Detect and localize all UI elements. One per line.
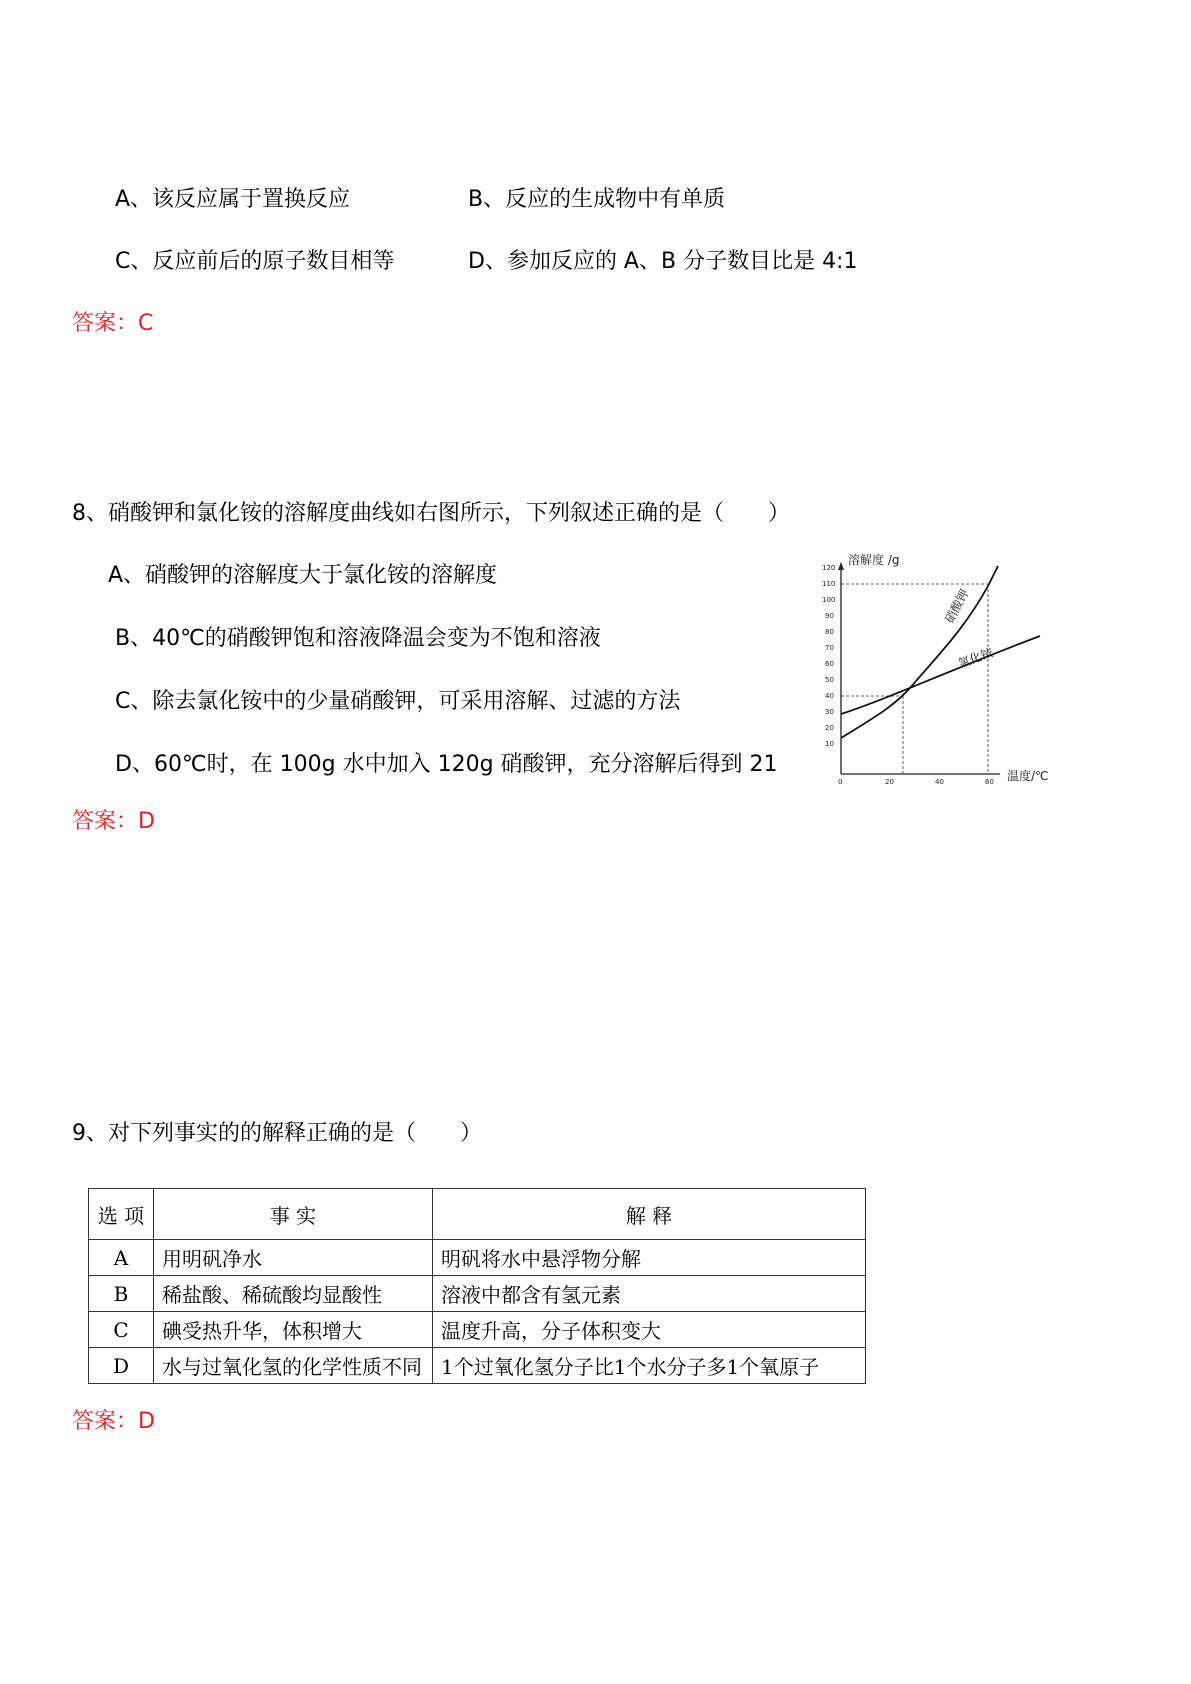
- y-tick-40: 40: [825, 692, 834, 700]
- header-option: 选 项: [89, 1189, 154, 1240]
- graph-xlabel: 温度/℃: [1007, 769, 1049, 783]
- graph-ylabel: 溶解度 /g: [848, 553, 900, 567]
- y-tick-110: 110: [822, 580, 836, 588]
- q9-table: [88, 1188, 866, 1384]
- header-explanation: 解 释: [433, 1189, 866, 1240]
- x-tick-20: 20: [885, 778, 894, 786]
- table-header-row: [89, 1189, 866, 1240]
- row-a-fact: 用明矾净水: [154, 1240, 433, 1276]
- row-b-fact: 稀盐酸、稀硫酸均显酸性: [154, 1276, 433, 1312]
- y-tick-50: 50: [825, 676, 834, 684]
- y-tick-120: 120: [822, 564, 836, 572]
- y-tick-10: 10: [825, 740, 834, 748]
- q8-option-a: A、硝酸钾的溶解度大于氯化铵的溶解度: [108, 563, 498, 588]
- q8-option-c: C、除去氯化铵中的少量硝酸钾，可采用溶解、过滤的方法: [115, 689, 681, 714]
- row-d-fact: 水与过氧化氢的化学性质不同: [154, 1348, 433, 1384]
- q7-option-d: D、参加反应的 A、B 分子数目比是 4:1: [468, 249, 858, 274]
- y-tick-100: 100: [822, 596, 836, 604]
- q8-answer: 答案：D: [72, 809, 155, 834]
- table-row: [89, 1312, 866, 1348]
- q8-stem: 8、硝酸钾和氯化铵的溶解度曲线如右图所示，下列叙述正确的是（ ）: [72, 501, 790, 526]
- row-b-explanation: 溶液中都含有氢元素: [433, 1276, 866, 1312]
- row-c-option: C: [89, 1312, 154, 1348]
- q8-option-b: B、40℃的硝酸钾饱和溶液降温会变为不饱和溶液: [115, 626, 601, 651]
- row-d-option: D: [89, 1348, 154, 1384]
- y-tick-60: 60: [825, 660, 834, 668]
- x-tick-labels: [838, 778, 994, 786]
- row-a-option: A: [89, 1240, 154, 1276]
- q7-answer: 答案：C: [72, 311, 154, 336]
- y-tick-80: 80: [825, 628, 834, 636]
- table-row: [89, 1276, 866, 1312]
- solubility-graph: [800, 548, 1080, 788]
- table-row: [89, 1348, 866, 1384]
- y-tick-70: 70: [825, 644, 834, 652]
- y-tick-30: 30: [825, 708, 834, 716]
- row-b-option: B: [89, 1276, 154, 1312]
- x-tick-60: 60: [985, 778, 994, 786]
- y-tick-20: 20: [825, 724, 834, 732]
- q9-answer: 答案：D: [72, 1409, 155, 1434]
- curve-nh4cl: [841, 636, 1040, 714]
- y-tick-90: 90: [825, 612, 834, 620]
- row-c-fact: 碘受热升华，体积增大: [154, 1312, 433, 1348]
- q7-option-c: C、反应前后的原子数目相等: [115, 249, 395, 274]
- x-tick-0: 0: [838, 778, 843, 786]
- label-kno3: 硝酸钾: [942, 587, 972, 626]
- table-row: [89, 1240, 866, 1276]
- y-tick-labels: [822, 564, 835, 748]
- q7-option-a: A、该反应属于置换反应: [115, 187, 351, 212]
- y-axis-arrow-icon: [838, 562, 844, 570]
- header-fact: 事 实: [154, 1189, 433, 1240]
- row-a-explanation: 明矾将水中悬浮物分解: [433, 1240, 866, 1276]
- x-tick-40: 40: [935, 778, 944, 786]
- q7-option-b: B、反应的生成物中有单质: [468, 187, 726, 212]
- row-d-explanation: 1个过氧化氢分子比1个水分子多1个氧原子: [433, 1348, 866, 1384]
- label-nh4cl: 氯化铵: [956, 645, 995, 671]
- q9-stem: 9、对下列事实的的解释正确的是（ ）: [72, 1121, 482, 1146]
- q8-option-d: D、60℃时，在 100g 水中加入 120g 硝酸钾，充分溶解后得到 21: [115, 752, 778, 777]
- row-c-explanation: 温度升高，分子体积变大: [433, 1312, 866, 1348]
